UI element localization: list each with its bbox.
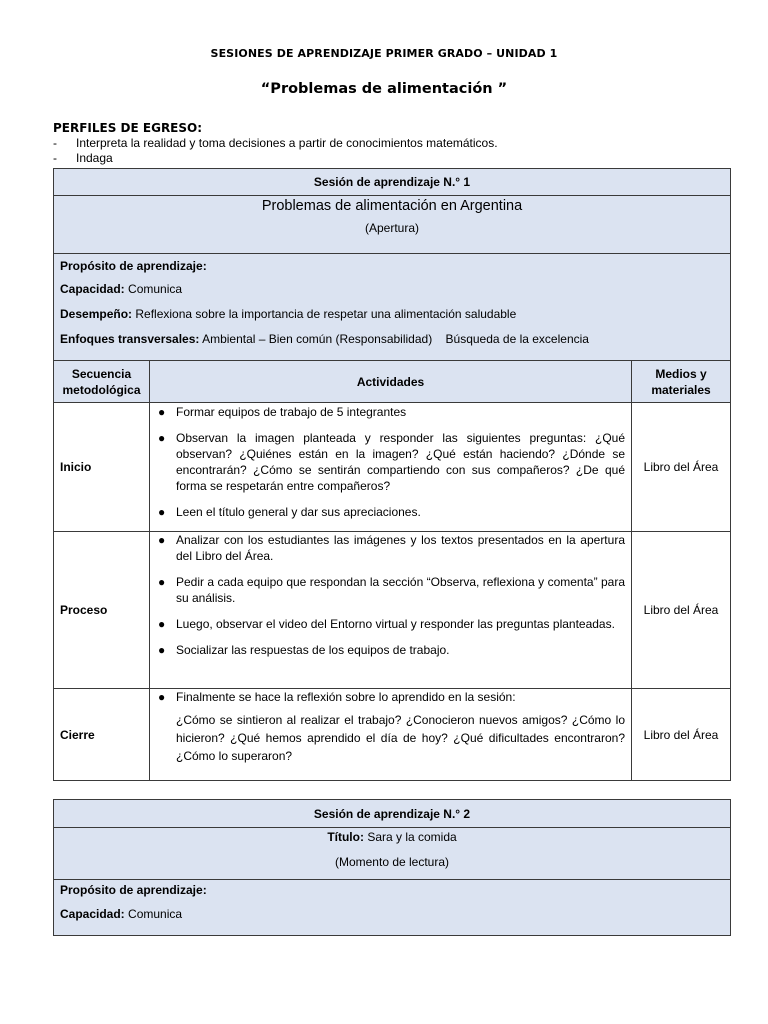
capacidad-line [54, 273, 730, 296]
proposito-label: Propósito de aprendizaje: [60, 883, 207, 897]
cierre-questions: ¿Cómo se sintieron al realizar el trabajo? ¿Conocieron nuevos amigos? ¿Cómo lo hicieron? ¿Qué hemos aprendido el día de hoy? ¿Qué dificultades encontraron? ¿Cómo lo superaron? [176, 713, 625, 763]
session-2-label: Sesión de aprendizaje N.° 2 [54, 800, 731, 828]
col-medios: Medios y materiales [632, 361, 731, 403]
enfoques-label: Enfoques transversales: [60, 332, 200, 346]
phase-cierre: Cierre [54, 689, 150, 781]
session-1-title: Problemas de alimentación en Argentina [261, 198, 523, 214]
media-proceso: Libro del Área [632, 532, 731, 689]
media-inicio: Libro del Área [632, 403, 731, 532]
session-2-purpose-cell [54, 880, 731, 936]
list-item: ● Pedir a cada equipo que respondan la sección “Observa, reflexiona y comenta” para su análisis. [158, 575, 625, 605]
session-2-title-cell [54, 828, 731, 880]
list-item: ● Observan la imagen planteada y responder las siguientes preguntas: ¿Qué observan? ¿Quiénes están en la imagen? ¿Qué están haciendo? ¿Dónde se encontrarán? ¿Cómo se sentirán compartiendo con sus compañeros? ¿De qué forma se respetarán entre compañeros? [158, 431, 625, 493]
dash-bullet: - [53, 136, 57, 150]
enfoques-line [54, 321, 730, 346]
session-1-table [53, 168, 731, 781]
bullet-icon: ● [158, 643, 166, 657]
capacidad-label: Capacidad: [60, 907, 125, 921]
bullet-icon: ● [158, 533, 166, 547]
bullet-icon: ● [158, 505, 166, 519]
media-cierre: Libro del Área [632, 689, 731, 781]
titulo-value: Sara y la comida [367, 830, 457, 844]
titulo-label: Título: [327, 830, 364, 844]
bullet-icon: ● [158, 690, 166, 704]
list-item: ● Analizar con los estudiantes las imágenes y los textos presentados en la apertura del Libro del Área. [158, 533, 625, 563]
document-header: SESIONES DE APRENDIZAJE PRIMER GRADO – UNIDAD 1 [210, 47, 558, 60]
activities-proceso [150, 532, 632, 689]
session-1-label: Sesión de aprendizaje N.° 1 [54, 169, 731, 196]
desempeno-line [54, 296, 730, 321]
perfil-item [53, 151, 733, 166]
list-item: ● Finalmente se hace la reflexión sobre lo aprendido en la sesión: [158, 690, 516, 704]
bullet-icon: ● [158, 405, 166, 419]
perfil-text: Interpreta la realidad y toma decisiones a partir de conocimientos matemáticos. [76, 136, 498, 150]
unit-title: “Problemas de alimentación ” [260, 81, 508, 97]
col-secuencia: Secuencia metodológica [54, 361, 150, 403]
list-item: ● Luego, observar el video del Entorno virtual y responder las preguntas planteadas. [158, 617, 615, 631]
enfoques-value: Ambiental – Bien común (Responsabilidad) Búsqueda de la excelencia [202, 332, 589, 346]
list-item: ● Formar equipos de trabajo de 5 integrantes [158, 405, 407, 419]
capacidad-label: Capacidad: [60, 282, 125, 296]
col-actividades: Actividades [150, 361, 632, 403]
session-1-purpose-cell [54, 254, 731, 361]
activities-cierre [150, 689, 632, 781]
activities-inicio [150, 403, 632, 532]
perfil-item [53, 136, 733, 151]
perfiles-section [53, 121, 733, 166]
session-1-title-cell [54, 196, 731, 254]
bullet-icon: ● [158, 575, 166, 589]
desempeno-label: Desempeño: [60, 307, 133, 321]
session-2-moment: (Momento de lectura) [334, 855, 450, 869]
list-item: ● Socializar las respuestas de los equipos de trabajo. [158, 643, 450, 657]
phase-inicio: Inicio [54, 403, 150, 532]
session-2-title-line [54, 828, 730, 845]
phase-proceso: Proceso [54, 532, 150, 689]
capacidad-value: Comunica [128, 907, 183, 921]
session-2-table [53, 799, 731, 936]
perfil-text: Indaga [76, 151, 113, 165]
capacidad-value: Comunica [128, 282, 183, 296]
bullet-icon: ● [158, 431, 166, 445]
list-item: ● Leen el título general y dar sus apreciaciones. [158, 505, 421, 519]
capacidad-line [54, 897, 730, 921]
bullet-icon: ● [158, 617, 166, 631]
perfiles-title: PERFILES DE EGRESO: [53, 121, 203, 135]
dash-bullet: - [53, 151, 57, 165]
proposito-label: Propósito de aprendizaje: [60, 259, 207, 273]
session-1-moment: (Apertura) [364, 221, 420, 235]
desempeno-value: Reflexiona sobre la importancia de respetar una alimentación saludable [135, 307, 517, 321]
